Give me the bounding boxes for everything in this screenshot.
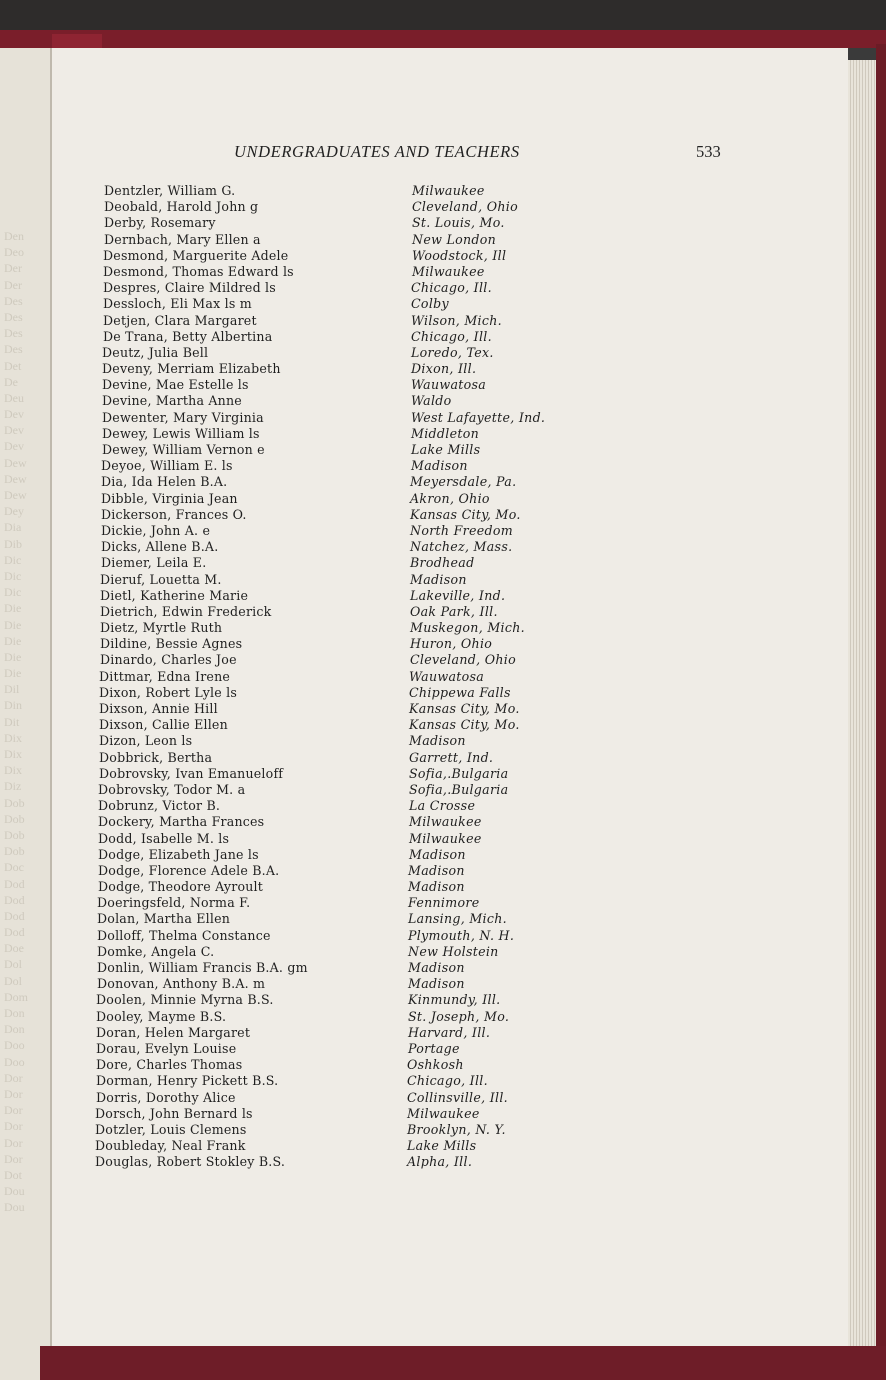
facing-page-fragment: Dob bbox=[4, 795, 25, 810]
facing-page-fragment: Des bbox=[4, 342, 23, 357]
list-item bbox=[0, 264, 886, 280]
facing-page-fragment: De bbox=[4, 374, 18, 389]
list-item bbox=[0, 750, 886, 766]
entry-name: Detjen, Clara Margaret bbox=[103, 312, 257, 328]
facing-page-fragment: Dev bbox=[4, 423, 24, 438]
entry-name: Dewey, Lewis William ls bbox=[102, 425, 260, 441]
facing-page-fragment: Dod bbox=[4, 876, 25, 891]
list-item bbox=[0, 1057, 886, 1073]
list-item bbox=[0, 733, 886, 749]
facing-page-fragment: Dib bbox=[4, 536, 22, 551]
entry-name: Dewenter, Mary Virginia bbox=[102, 409, 264, 425]
facing-page-fragment: Die bbox=[4, 633, 22, 648]
entry-name: Dobrovsky, Todor M. a bbox=[98, 781, 246, 797]
entry-place: Waldo bbox=[411, 393, 452, 409]
list-item bbox=[0, 215, 886, 231]
facing-page-fragment: Die bbox=[4, 601, 22, 616]
facing-page-fragment: Dic bbox=[4, 585, 22, 600]
facing-page-fragment: Don bbox=[4, 1006, 25, 1020]
entry-place: Colby bbox=[411, 296, 449, 312]
list-item bbox=[0, 1106, 886, 1122]
list-item bbox=[0, 329, 886, 345]
entry-name: Despres, Claire Mildred ls bbox=[103, 280, 276, 296]
list-item bbox=[0, 831, 886, 847]
entry-name: Dodge, Elizabeth Jane ls bbox=[98, 846, 259, 862]
list-item bbox=[0, 1138, 886, 1154]
entry-place: Brooklyn, N. Y. bbox=[407, 1121, 506, 1137]
facing-page-fragment: Dey bbox=[4, 504, 24, 519]
list-item bbox=[0, 766, 886, 782]
entry-name: Dockery, Martha Frances bbox=[98, 814, 265, 830]
facing-page-fragment: Dil bbox=[4, 682, 20, 697]
entry-name: Diemer, Leila E. bbox=[101, 555, 207, 571]
entry-place: Milwaukee bbox=[412, 183, 485, 198]
list-item bbox=[0, 377, 886, 393]
entry-name: Dobbrick, Bertha bbox=[99, 749, 213, 765]
list-item bbox=[0, 652, 886, 668]
list-item bbox=[0, 685, 886, 701]
entry-name: Deutz, Julia Bell bbox=[102, 344, 209, 360]
entry-name: Dinardo, Charles Joe bbox=[100, 652, 237, 668]
list-item bbox=[0, 895, 886, 911]
facing-page-fragment: Dew bbox=[4, 471, 27, 486]
entry-name: Desmond, Thomas Edward ls bbox=[103, 263, 294, 279]
entry-name: Dieruf, Louetta M. bbox=[100, 571, 222, 587]
facing-page-fragment: Doe bbox=[4, 941, 24, 956]
entry-name: Doolen, Minnie Myrna B.S. bbox=[96, 992, 274, 1008]
entry-place: Fennimore bbox=[408, 895, 480, 911]
entry-place: Portage bbox=[408, 1040, 460, 1056]
list-item bbox=[0, 296, 886, 312]
list-item bbox=[0, 361, 886, 377]
entry-name: Dia, Ida Helen B.A. bbox=[101, 474, 228, 490]
entry-name: Dickerson, Frances O. bbox=[101, 506, 247, 522]
list-item bbox=[0, 976, 886, 992]
facing-page-fragment: Dor bbox=[4, 1086, 23, 1101]
facing-page-fragment: Dou bbox=[4, 1200, 25, 1215]
book-cover-edge bbox=[0, 30, 886, 48]
entry-place: Wauwatosa bbox=[409, 668, 485, 684]
entry-place: Madison bbox=[409, 733, 466, 749]
entry-name: Domke, Angela C. bbox=[97, 943, 215, 959]
facing-page-fragment: Des bbox=[4, 309, 23, 324]
facing-page-fragment: Dor bbox=[4, 1119, 23, 1134]
entry-place: Dixon, Ill. bbox=[411, 361, 477, 377]
facing-page-fragment: Deu bbox=[4, 390, 24, 405]
entry-name: Dixson, Callie Ellen bbox=[99, 717, 228, 733]
facing-page-fragment: Die bbox=[4, 649, 22, 664]
entry-place: St. Joseph, Mo. bbox=[408, 1008, 510, 1024]
entry-place: Madison bbox=[409, 846, 466, 862]
entry-place: Lakeville, Ind. bbox=[410, 587, 506, 603]
list-item bbox=[0, 410, 886, 426]
entry-place: Oak Park, Ill. bbox=[410, 603, 498, 619]
entry-place: Oshkosh bbox=[407, 1057, 464, 1073]
entry-name: Dixson, Annie Hill bbox=[99, 701, 218, 716]
list-item bbox=[0, 393, 886, 409]
list-item bbox=[0, 588, 886, 604]
entry-place: Chippewa Falls bbox=[409, 684, 511, 700]
facing-page-fragment: Dol bbox=[4, 957, 22, 972]
facing-page-fragment: Die bbox=[4, 617, 22, 632]
facing-page-fragment: Dic bbox=[4, 552, 22, 567]
entry-place: Kinmundy, Ill. bbox=[408, 992, 501, 1008]
entry-place: Milwaukee bbox=[409, 830, 482, 846]
entry-name: Dobrunz, Victor B. bbox=[98, 798, 221, 814]
entry-place: Kansas City, Mo. bbox=[409, 717, 520, 733]
entry-place: Sofia,.Bulgaria bbox=[409, 765, 509, 781]
list-item bbox=[0, 539, 886, 555]
facing-page-fragment: Dor bbox=[4, 1070, 23, 1085]
facing-page-fragment: Des bbox=[4, 326, 23, 341]
entry-place: Chicago, Ill. bbox=[411, 328, 492, 344]
facing-page-fragment: Dix bbox=[4, 730, 22, 745]
facing-page-fragment: Dew bbox=[4, 488, 27, 502]
list-item bbox=[0, 847, 886, 863]
facing-page-fragment: Deo bbox=[4, 245, 24, 260]
list-item bbox=[0, 232, 886, 248]
entry-name: Dietrich, Edwin Frederick bbox=[100, 603, 272, 619]
facing-page-fragment: Dor bbox=[4, 1103, 23, 1118]
entry-name: Dorman, Henry Pickett B.S. bbox=[96, 1073, 279, 1089]
facing-page-fragment: Dor bbox=[4, 1151, 23, 1166]
entry-place: New London bbox=[412, 231, 497, 247]
entry-name: Doran, Helen Margaret bbox=[96, 1024, 251, 1040]
list-item bbox=[0, 474, 886, 490]
list-item bbox=[0, 183, 886, 199]
entry-name: Dizon, Leon ls bbox=[99, 733, 193, 749]
entry-name: Devine, Mae Estelle ls bbox=[102, 377, 249, 393]
entry-name: Dorau, Evelyn Louise bbox=[96, 1040, 237, 1056]
entry-place: Lake Mills bbox=[407, 1138, 477, 1154]
entry-place: La Crosse bbox=[409, 798, 476, 814]
entry-name: Dorsch, John Bernard ls bbox=[95, 1105, 253, 1121]
entry-name: Dentzler, William G. bbox=[104, 183, 236, 198]
list-item bbox=[0, 491, 886, 507]
entry-name: Dotzler, Louis Clemens bbox=[95, 1121, 247, 1137]
facing-page-fragment: Dod bbox=[4, 892, 25, 907]
entry-name: Dietz, Myrtle Ruth bbox=[100, 620, 223, 636]
list-item bbox=[0, 442, 886, 458]
entry-name: Doeringsfeld, Norma F. bbox=[97, 895, 251, 911]
entry-name: De Trana, Betty Albertina bbox=[103, 328, 273, 344]
facing-page-fragment: Der bbox=[4, 277, 22, 292]
facing-page-fragment: Din bbox=[4, 698, 22, 713]
entry-place: Chicago, Ill. bbox=[411, 280, 492, 296]
list-item bbox=[0, 701, 886, 717]
list-item bbox=[0, 814, 886, 830]
entry-name: Dietl, Katherine Marie bbox=[100, 587, 249, 603]
entry-name: Deobald, Harold John g bbox=[104, 199, 259, 215]
facing-page-fragment: Dix bbox=[4, 763, 22, 778]
entry-place: Madison bbox=[408, 879, 465, 895]
entry-place: West Lafayette, Ind. bbox=[411, 409, 546, 425]
entry-name: Dickie, John A. e bbox=[101, 522, 211, 538]
facing-page-fragment: Dic bbox=[4, 568, 22, 583]
facing-page-fragment: Dor bbox=[4, 1135, 23, 1150]
list-item bbox=[0, 636, 886, 652]
list-item bbox=[0, 426, 886, 442]
list-item bbox=[0, 572, 886, 588]
entry-name: Dessloch, Eli Max ls m bbox=[103, 296, 252, 312]
entry-name: Dodge, Theodore Ayroult bbox=[98, 879, 264, 895]
entry-name: Dittmar, Edna Irene bbox=[99, 668, 231, 684]
running-title: UNDERGRADUATES AND TEACHERS bbox=[234, 142, 520, 161]
entry-place: North Freedom bbox=[410, 522, 513, 538]
entry-name: Dobrovsky, Ivan Emanueloff bbox=[99, 765, 284, 781]
facing-page-fragment: Det bbox=[4, 358, 22, 373]
entry-place: Muskegon, Mich. bbox=[410, 620, 525, 636]
entry-place: Meyersdale, Pa. bbox=[410, 474, 517, 490]
facing-page-fragment: Dob bbox=[4, 844, 25, 859]
list-item bbox=[0, 1009, 886, 1025]
list-item bbox=[0, 523, 886, 539]
facing-page-fragment: Des bbox=[4, 293, 23, 308]
facing-page-fragment: Dot bbox=[4, 1167, 22, 1182]
facing-page-fragment: Der bbox=[4, 261, 22, 276]
entry-place: Madison bbox=[408, 862, 465, 878]
list-item bbox=[0, 345, 886, 361]
entry-place: Madison bbox=[408, 960, 465, 975]
facing-page-fragment: Doc bbox=[4, 860, 24, 875]
entry-place: Harvard, Ill. bbox=[408, 1024, 491, 1040]
entry-name: Deveny, Merriam Elizabeth bbox=[102, 361, 281, 377]
entry-name: Dernbach, Mary Ellen a bbox=[104, 231, 261, 247]
directory-list bbox=[0, 183, 886, 1170]
entry-name: Dooley, Mayme B.S. bbox=[96, 1008, 227, 1024]
entry-name: Dorris, Dorothy Alice bbox=[96, 1089, 236, 1105]
list-item bbox=[0, 669, 886, 685]
entry-name: Devine, Martha Anne bbox=[102, 393, 242, 409]
list-item bbox=[0, 944, 886, 960]
entry-name: Dodge, Florence Adele B.A. bbox=[98, 862, 280, 878]
list-item bbox=[0, 717, 886, 733]
facing-page-fragment: Dod bbox=[4, 908, 25, 923]
list-item bbox=[0, 782, 886, 798]
book-cover-bottom bbox=[40, 1346, 886, 1380]
list-item bbox=[0, 1122, 886, 1138]
entry-name: Dixon, Robert Lyle ls bbox=[99, 684, 238, 700]
list-item bbox=[0, 1090, 886, 1106]
list-item bbox=[0, 620, 886, 636]
list-item bbox=[0, 1041, 886, 1057]
entry-place: Collinsville, Ill. bbox=[407, 1089, 508, 1105]
entry-place: Woodstock, Ill bbox=[412, 247, 507, 263]
facing-page-fragment: Dew bbox=[4, 455, 27, 470]
entry-name: Douglas, Robert Stokley B.S. bbox=[95, 1154, 286, 1170]
entry-name: Dibble, Virginia Jean bbox=[101, 490, 238, 506]
entry-name: Doubleday, Neal Frank bbox=[95, 1138, 246, 1154]
list-item bbox=[0, 1154, 886, 1170]
list-item bbox=[0, 863, 886, 879]
entry-place: Brodhead bbox=[410, 555, 475, 571]
facing-page-fragment: Den bbox=[4, 229, 24, 243]
list-item bbox=[0, 928, 886, 944]
facing-page-fragment: Doo bbox=[4, 1038, 25, 1053]
entry-place: Milwaukee bbox=[409, 814, 482, 830]
facing-page-fragment: Dev bbox=[4, 439, 24, 454]
facing-page-fragment: Dou bbox=[4, 1184, 25, 1199]
entry-place: Chicago, Ill. bbox=[407, 1073, 488, 1089]
entry-place: New Holstein bbox=[408, 943, 499, 959]
entry-place: Madison bbox=[410, 571, 467, 587]
facing-page-fragment: Dod bbox=[4, 925, 25, 940]
entry-place: Alpha, Ill. bbox=[407, 1154, 473, 1170]
entry-place: Lake Mills bbox=[411, 442, 481, 457]
entry-place: Milwaukee bbox=[412, 263, 485, 279]
entry-place: Madison bbox=[408, 976, 465, 992]
entry-place: St. Louis, Mo. bbox=[412, 215, 505, 231]
list-item bbox=[0, 280, 886, 296]
entry-name: Dicks, Allene B.A. bbox=[101, 539, 219, 555]
facing-page-fragment: Dob bbox=[4, 827, 25, 842]
entry-place: Wilson, Mich. bbox=[411, 312, 502, 328]
list-item bbox=[0, 911, 886, 927]
list-item bbox=[0, 1025, 886, 1041]
entry-place: Wauwatosa bbox=[411, 377, 487, 393]
page-number: 533 bbox=[696, 142, 721, 161]
entry-name: Desmond, Marguerite Adele bbox=[103, 247, 289, 263]
entry-place: Kansas City, Mo. bbox=[410, 506, 521, 522]
entry-place: Garrett, Ind. bbox=[409, 749, 494, 765]
list-item bbox=[0, 555, 886, 571]
list-item bbox=[0, 879, 886, 895]
entry-name: Dodd, Isabelle M. ls bbox=[98, 830, 230, 846]
entry-name: Dolloff, Thelma Constance bbox=[97, 927, 271, 943]
entry-place: Milwaukee bbox=[407, 1105, 480, 1121]
list-item bbox=[0, 199, 886, 215]
facing-page-fragment: Dob bbox=[4, 811, 25, 826]
entry-place: Cleveland, Ohio bbox=[410, 652, 516, 668]
entry-place: Middleton bbox=[411, 425, 479, 441]
facing-page-fragment: Dit bbox=[4, 714, 20, 729]
entry-name: Dore, Charles Thomas bbox=[96, 1057, 243, 1073]
entry-name: Dewey, William Vernon e bbox=[102, 442, 265, 457]
entry-place: Plymouth, N. H. bbox=[408, 927, 515, 943]
facing-page-fragment: Doo bbox=[4, 1054, 25, 1069]
entry-place: Natchez, Mass. bbox=[410, 539, 513, 555]
entry-name: Donovan, Anthony B.A. m bbox=[97, 976, 266, 992]
entry-place: Kansas City, Mo. bbox=[409, 701, 520, 716]
facing-page-fragment: Diz bbox=[4, 779, 22, 794]
entry-place: Madison bbox=[411, 458, 468, 474]
list-item bbox=[0, 1073, 886, 1089]
facing-page-fragment: Dix bbox=[4, 747, 22, 761]
facing-page-fragment: Dom bbox=[4, 989, 28, 1004]
entry-name: Donlin, William Francis B.A. gm bbox=[97, 960, 308, 975]
entry-place: Sofia,.Bulgaria bbox=[409, 781, 509, 797]
entry-name: Dildine, Bessie Agnes bbox=[100, 636, 243, 652]
list-item bbox=[0, 960, 886, 976]
list-item bbox=[0, 798, 886, 814]
facing-page-fragment: Dia bbox=[4, 520, 22, 535]
entry-name: Derby, Rosemary bbox=[104, 215, 216, 231]
list-item bbox=[0, 507, 886, 523]
list-item bbox=[0, 604, 886, 620]
list-item bbox=[0, 313, 886, 329]
entry-place: Huron, Ohio bbox=[410, 636, 493, 652]
entry-place: Akron, Ohio bbox=[410, 490, 490, 506]
list-item bbox=[0, 248, 886, 264]
list-item bbox=[0, 458, 886, 474]
facing-page-fragment: Die bbox=[4, 666, 22, 681]
entry-name: Dolan, Martha Ellen bbox=[97, 911, 231, 927]
facing-page-fragment: Don bbox=[4, 1022, 25, 1037]
list-item bbox=[0, 992, 886, 1008]
entry-name: Deyoe, William E. ls bbox=[101, 458, 233, 474]
facing-page-fragment: Dol bbox=[4, 973, 22, 988]
entry-place: Cleveland, Ohio bbox=[412, 199, 518, 215]
entry-place: Lansing, Mich. bbox=[408, 911, 507, 927]
entry-place: Loredo, Tex. bbox=[411, 344, 494, 360]
facing-page-fragment: Dev bbox=[4, 407, 24, 422]
